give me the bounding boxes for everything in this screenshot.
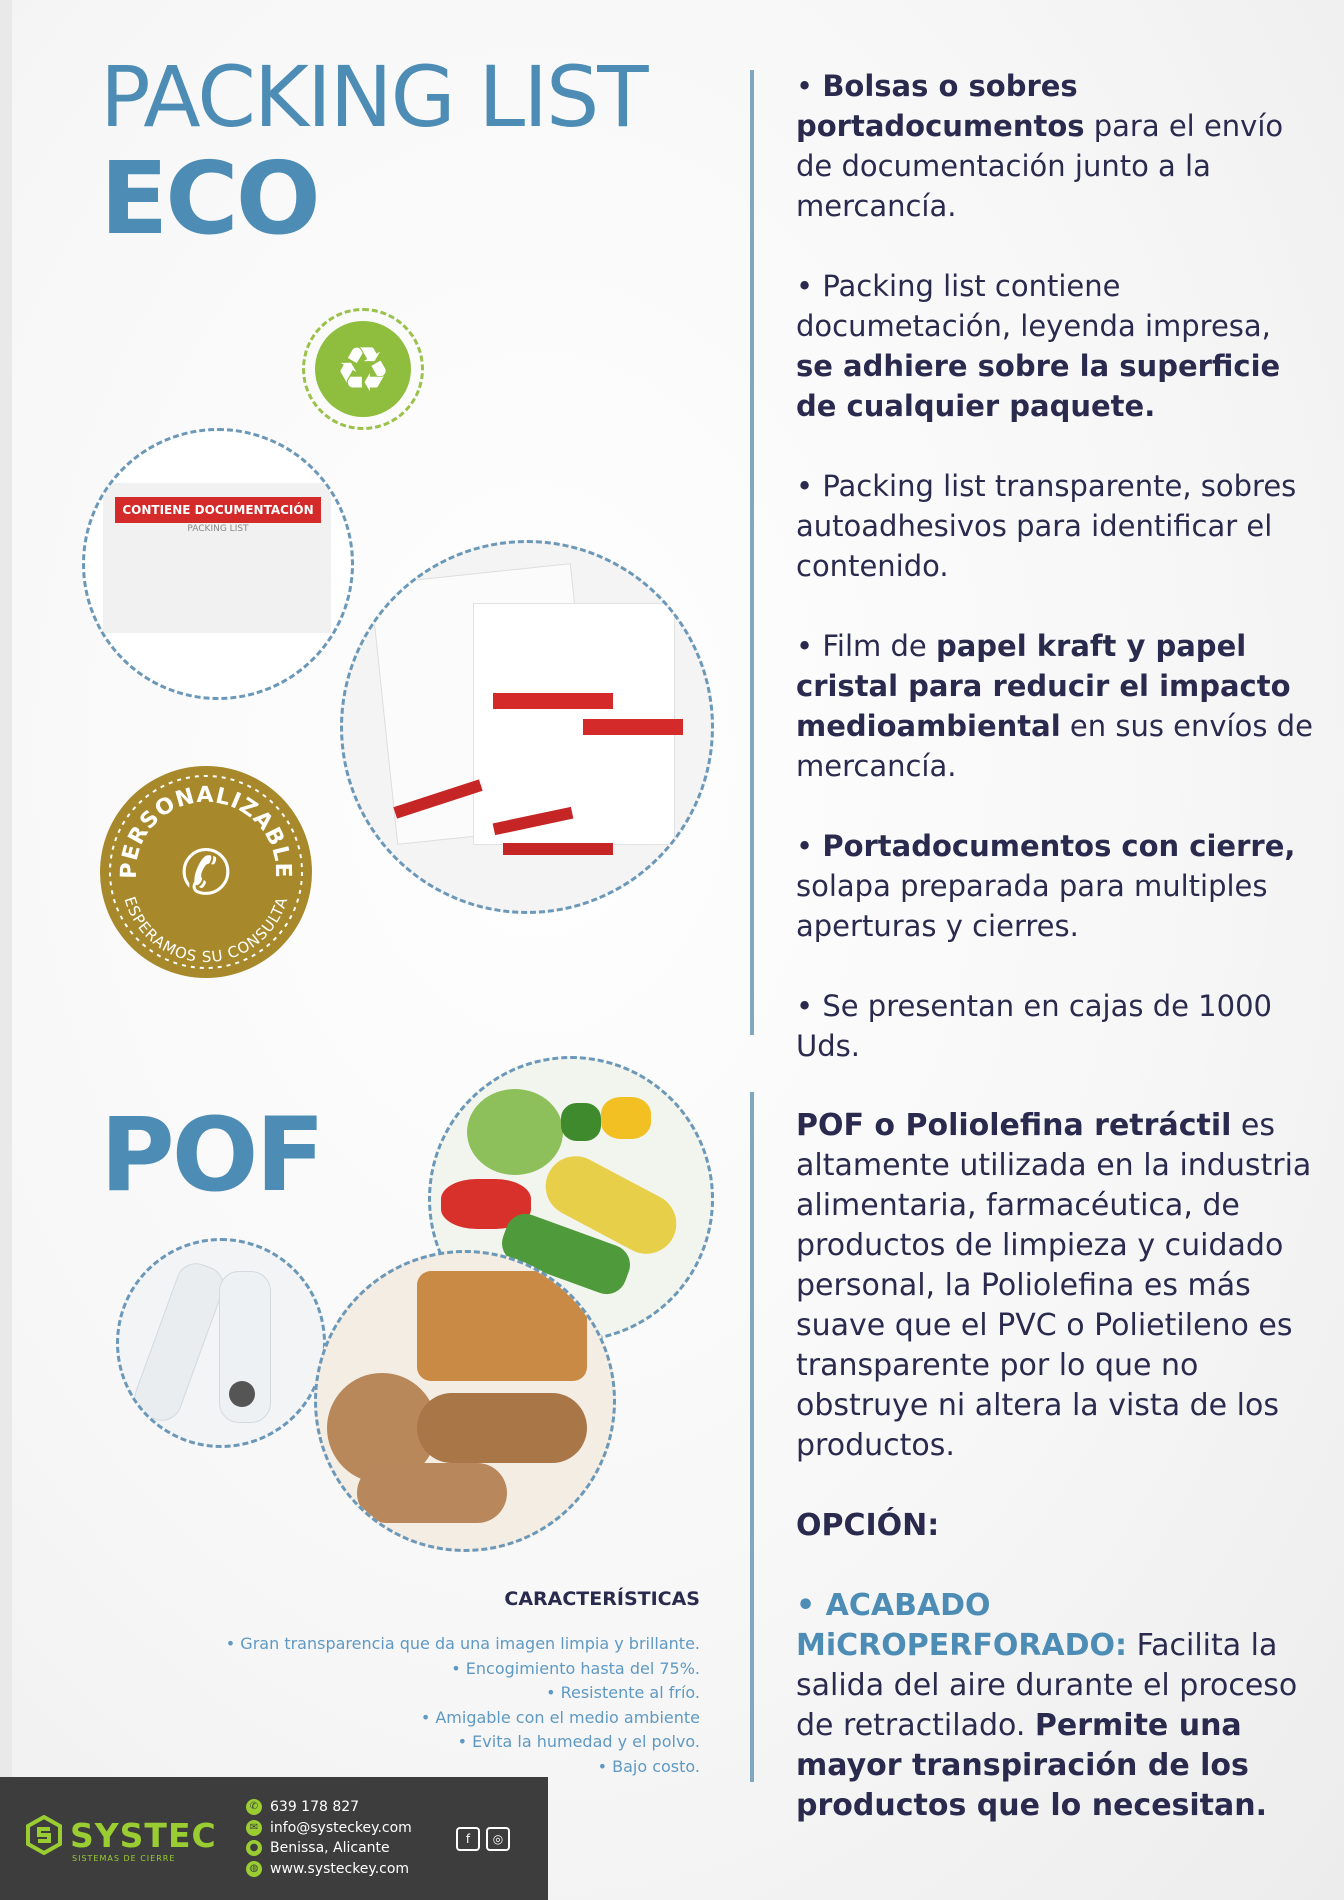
mail-icon: ✉ — [246, 1820, 262, 1836]
logo-icon — [24, 1815, 64, 1855]
roll-core — [229, 1381, 255, 1407]
phone-icon: ✆ — [180, 835, 232, 909]
contact-info — [246, 1797, 412, 1879]
badge-bottom-text: ESPERAMOS SU CONSULTA — [120, 894, 292, 967]
contact-phone[interactable]: 639 178 827 — [270, 1799, 360, 1815]
instagram-icon[interactable]: ◎ — [486, 1827, 510, 1851]
contact-email[interactable]: info@systeckey.com — [270, 1819, 412, 1836]
characteristics-list — [226, 1632, 700, 1779]
pastry-tray — [417, 1271, 587, 1381]
envelope-label: CONTIENE DOCUMENTACIÓN — [115, 497, 321, 523]
pof-paragraph: POF o Poliolefina retráctil es altamente utilizada en la industria alimentaria, farmacéutica, de productos de limpieza y cuidado personal, la Poliolefina es más suave que el PVC o Polietileno es transparente por lo que no obstruye ni altera la vista de los productos. — [796, 1108, 1312, 1463]
pof-title: POF — [100, 1096, 323, 1215]
list-item: • Amigable con el medio ambiente — [420, 1707, 700, 1727]
red-strip-1 — [493, 693, 613, 709]
brand-name: SYSTEC — [70, 1815, 217, 1855]
contact-website[interactable]: www.systeckey.com — [270, 1860, 410, 1877]
page-edge — [0, 0, 12, 1900]
option-label: OPCIÓN: — [796, 1508, 940, 1543]
brand-tagline: SISTEMAS DE CIERRE — [72, 1854, 176, 1863]
feature-4: • Film de papel kraft y papel cristal para reducir el impacto medioambiental en sus envíos de mercancía. — [796, 629, 1313, 783]
feature-1: • Bolsas o sobres portadocumentos para el envío de documentación junto a la mercancía. — [796, 69, 1284, 223]
divider-top — [750, 70, 754, 1035]
bread-loaf-1 — [417, 1393, 587, 1463]
list-item: • Resistente al frío. — [546, 1683, 700, 1702]
bread-loaf-2 — [357, 1463, 507, 1523]
film-roll-image — [116, 1238, 326, 1448]
list-item: • Evita la humedad y el polvo. — [457, 1732, 700, 1751]
social-links — [456, 1827, 510, 1851]
feature-2: • Packing list contiene documetación, leyenda impresa, se adhiere sobre la superficie de cualquier paquete. — [796, 269, 1281, 423]
bread-image — [314, 1250, 616, 1552]
list-item: • Encogimiento hasta del 75%. — [451, 1658, 700, 1678]
phone-icon: ✆ — [246, 1799, 262, 1815]
red-strip-5 — [503, 843, 613, 855]
option-title: • ACABADO MiCROPERFORADO: — [796, 1588, 1128, 1663]
badge-top-text: PERSONALIZABLE — [116, 782, 296, 880]
list-item: • Bajo costo. — [597, 1756, 700, 1776]
roll-1 — [129, 1258, 230, 1427]
envelope-sublabel: PACKING LIST — [187, 524, 249, 534]
packing-list-features — [796, 66, 1316, 1106]
list-item: • Gran transparencia que da una imagen limpia y brillante. — [225, 1634, 700, 1653]
personalizable-badge — [100, 766, 312, 978]
feature-6: • Se presentan en cajas de 1000 Uds. — [796, 989, 1272, 1063]
location-icon: ● — [246, 1840, 262, 1856]
divider-bottom — [750, 1092, 754, 1782]
characteristics-title: CARACTERÍSTICAS — [504, 1588, 700, 1610]
brand-logo — [24, 1815, 217, 1863]
envelope-image — [82, 428, 354, 700]
facebook-icon[interactable]: f — [456, 1827, 480, 1851]
feature-5: • Portadocumentos con cierre, solapa preparada para multiples aperturas y cierres. — [796, 829, 1296, 943]
page-title-line2: ECO — [100, 140, 318, 257]
cabbage — [467, 1089, 563, 1175]
page-title-line1: PACKING LIST — [100, 48, 647, 146]
pof-description — [796, 1106, 1316, 1826]
footer — [0, 1777, 548, 1900]
red-strip-2 — [583, 719, 683, 735]
contact-location: Benissa, Alicante — [270, 1840, 390, 1856]
pepper-yellow — [601, 1097, 651, 1139]
web-icon: ◍ — [246, 1861, 262, 1877]
pepper-green — [561, 1103, 601, 1141]
packing-lists-image — [340, 540, 714, 914]
option-text: Facilita la salida del aire durante el proceso de retractilado. Permite una mayor transpiración de los productos que lo necesitan. — [796, 1628, 1298, 1823]
feature-3: • Packing list transparente, sobres autoadhesivos para identificar el contenido. — [796, 469, 1297, 583]
recycle-icon: ♻ — [315, 321, 411, 417]
recycle-badge — [302, 308, 424, 430]
